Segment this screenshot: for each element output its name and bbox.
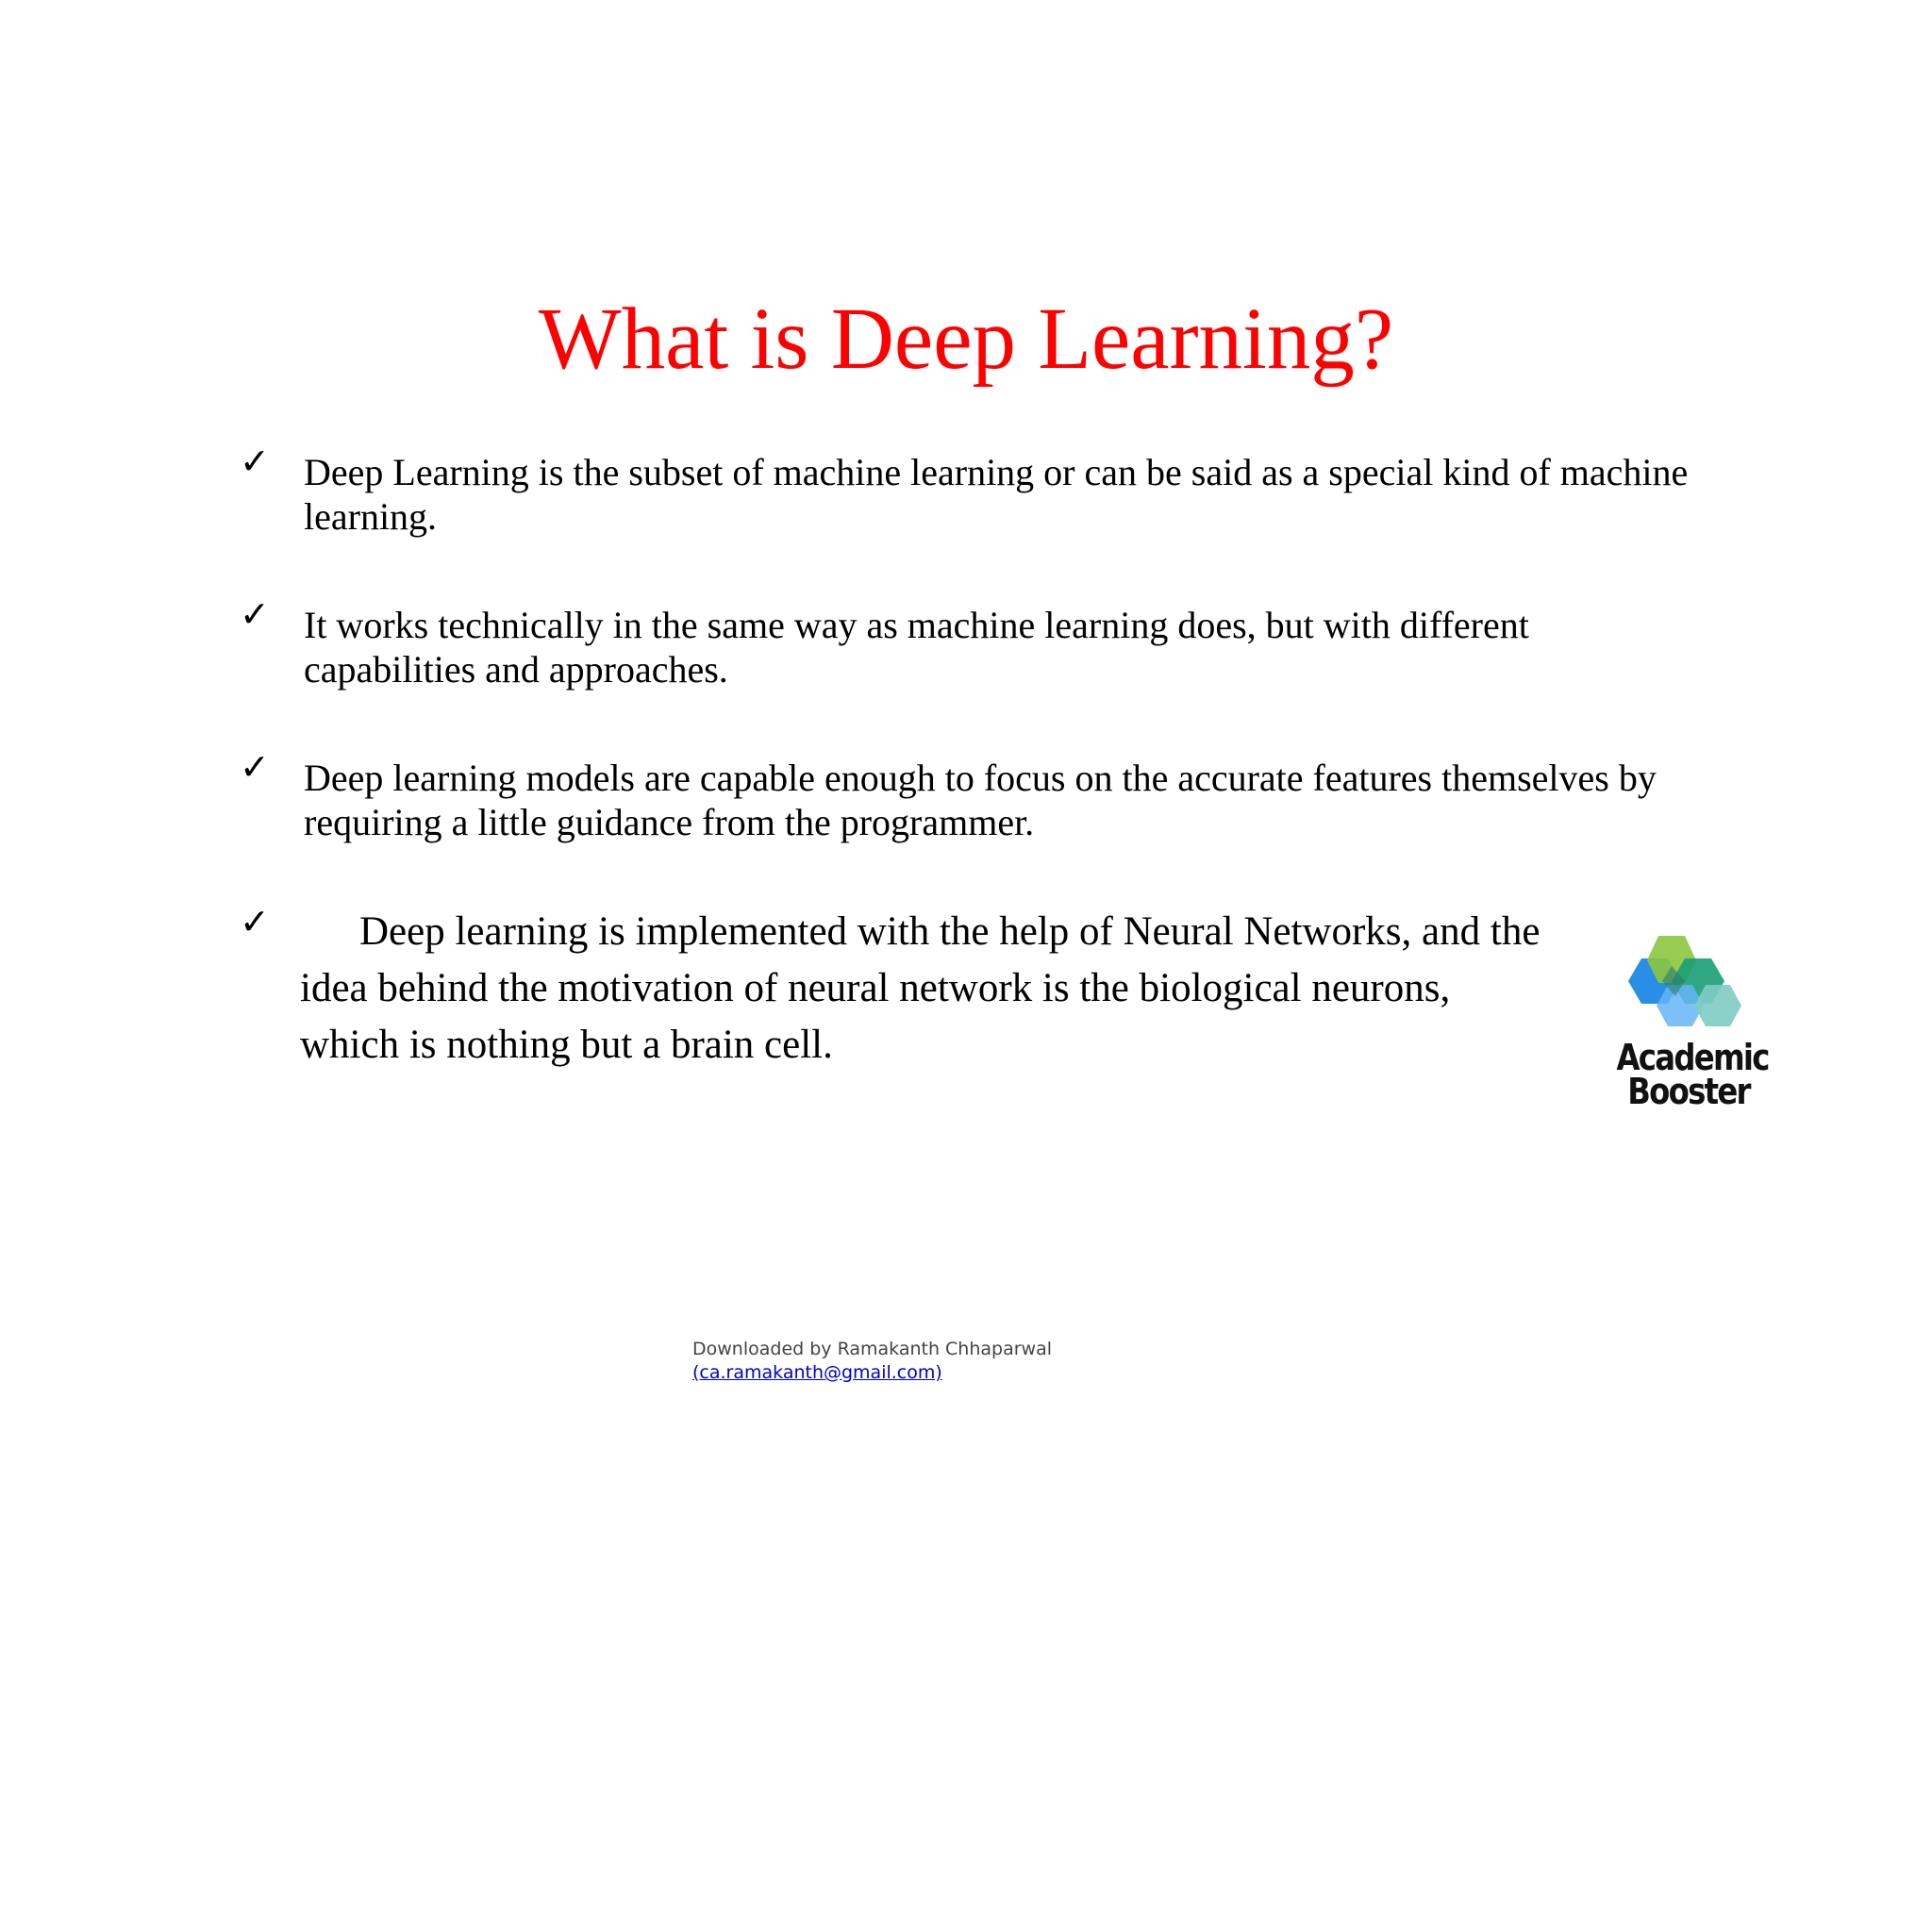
checkmark-icon: ✓ — [240, 595, 270, 635]
logo-text-academic: Academic — [1616, 1037, 1769, 1078]
download-footer — [692, 1338, 1052, 1385]
email-link[interactable]: (ca.ramakanth@gmail.com) — [692, 1362, 942, 1383]
bullet-text: Deep Learning is the subset of machine learning or can be said as a special kind of machine learning. — [304, 451, 1689, 538]
slide-title: What is Deep Learning? — [538, 291, 1394, 388]
logo-text-booster: Booster — [1627, 1071, 1750, 1112]
bullet-text: It works technically in the same way as machine learning does, but with different capabilities and approaches. — [304, 604, 1529, 691]
academic-booster-logo — [1604, 932, 1774, 1121]
checkmark-icon: ✓ — [240, 442, 270, 482]
bullet-text: Deep learning models are capable enough to focus on the accurate features themselves by requiring a little guidance from the programmer. — [304, 757, 1657, 843]
checkmark-icon: ✓ — [240, 903, 270, 942]
bullet-text: Deep learning is implemented with the help of Neural Networks, and the idea behind the motivation of neural network is the biological neurons, which is nothing but a brain cell. — [300, 909, 1541, 1067]
downloaded-by-text: Downloaded by Ramakanth Chhaparwal — [692, 1339, 1053, 1359]
logo-hexagons-icon — [1604, 932, 1774, 1036]
checkmark-icon: ✓ — [240, 748, 270, 788]
